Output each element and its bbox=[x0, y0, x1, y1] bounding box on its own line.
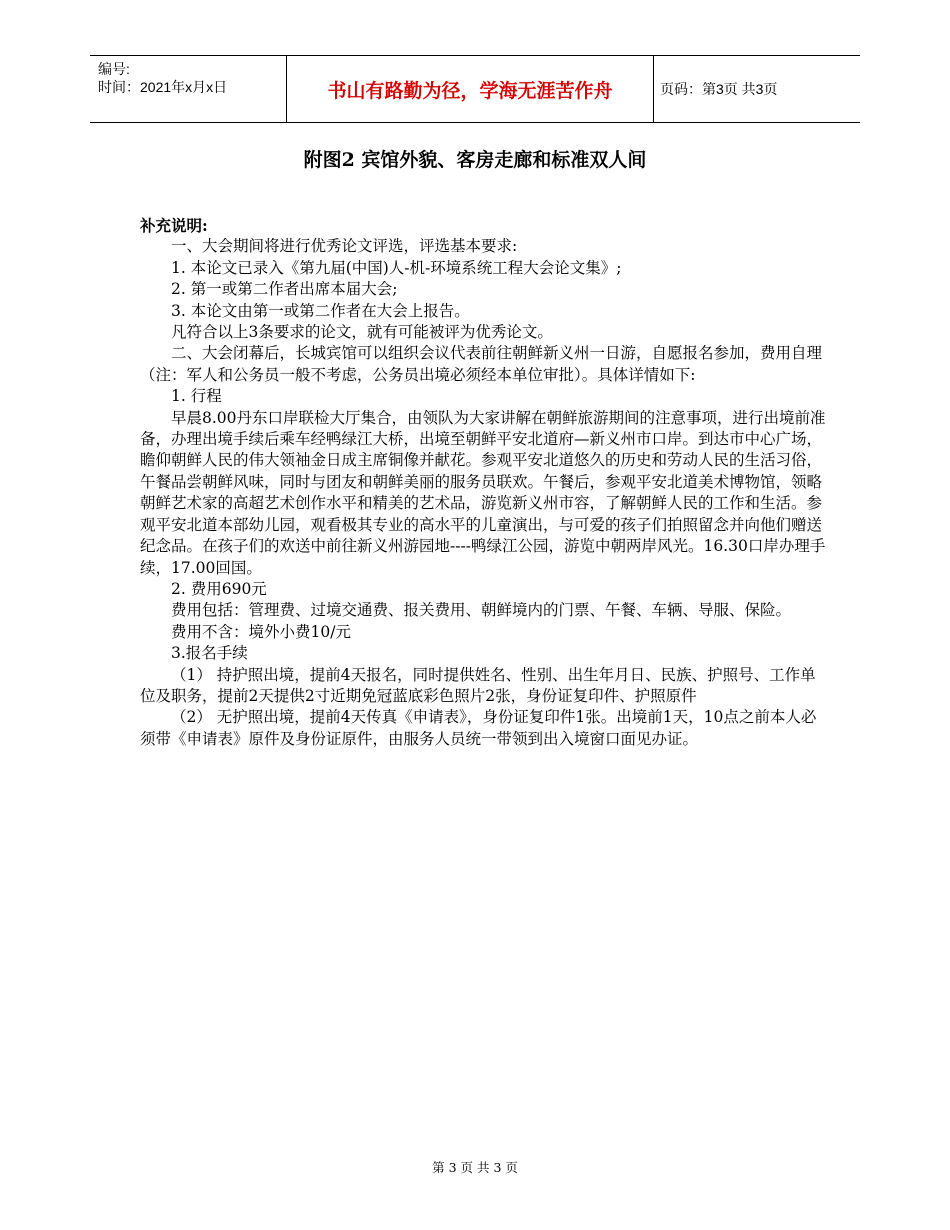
list-item: 3. 本论文由第一或第二作者在大会上报告。 bbox=[171, 301, 470, 320]
header-meta bbox=[98, 60, 227, 96]
paragraph: （1） 持护照出境，提前4天报名，同时提供姓名、性别、出生年月日、民族、护照号、工作单位及职务，提前2天提供2寸近期免冠蓝底彩色照片2张，身份证复印件、护照原件 bbox=[140, 665, 816, 705]
paragraph: 费用不含：境外小费10/元 bbox=[171, 622, 351, 641]
time-label: 时间：2021年x月x日 bbox=[98, 79, 228, 95]
paragraph: 凡符合以上3条要求的论文，就有可能被评为优秀论文。 bbox=[171, 323, 553, 342]
subheading: 补充说明: bbox=[140, 216, 208, 235]
page-footer: 第 3 页 共 3 页 bbox=[432, 1160, 518, 1175]
list-item: 2. 第一或第二作者出席本届大会; bbox=[171, 280, 398, 299]
section-heading: 2. 费用690元 bbox=[171, 579, 267, 598]
header-page-label: 页码：第3页 共3页 bbox=[660, 81, 778, 97]
section-heading: 1. 行程 bbox=[171, 387, 222, 406]
page-header bbox=[90, 55, 860, 123]
code-label: 编号: bbox=[98, 61, 130, 77]
paragraph: 二、大会闭幕后，长城宾馆可以组织会议代表前往朝鲜新义州一日游，自愿报名参加，费用自理（注：军人和公务员一般不考虑，公务员出境必须经本单位审批）。具体详情如下: bbox=[140, 344, 823, 384]
paragraph: 一、大会期间将进行优秀论文评选，评选基本要求: bbox=[171, 237, 518, 256]
document-body bbox=[140, 215, 830, 750]
paragraph: 早晨8.00丹东口岸联检大厅集合，由领队为大家讲解在朝鲜旅游期间的注意事项，进行出境前准备，办理出境手续后乘车经鸭绿江大桥，出境至朝鲜平安北道府—新义州市口岸。到达市中心广场，瞻仰朝鲜人民的伟大领袖金日成主席铜像并献花。参观平安北道悠久的历史和劳动人民的生活习俗，午餐品尝朝鲜风味，同时与团友和朝鲜美丽的服务员联欢。午餐后，参观平安北道美术博物馆，领略朝鲜艺术家的高超艺术创作水平和精美的艺术品，游览新义州市容，了解朝鲜人民的工作和生活。参观平安北道本部幼儿园，观看极其专业的高水平的儿童演出，与可爱的孩子们拍照留念并向他们赠送纪念品。在孩子们的欢送中前往新义州游园地----鸭绿江公园，游览中朝两岸风光。16.30口岸办理手续，17.00回国。 bbox=[140, 408, 826, 577]
document-title: 附图2 宾馆外貌、客房走廊和标准双人间 bbox=[303, 149, 647, 171]
header-motto: 书山有路勤为径，学海无涯苦作舟 bbox=[286, 56, 654, 122]
list-item: 1. 本论文已录入《第九届(中国)人-机-环境系统工程大会论文集》; bbox=[171, 258, 622, 277]
section-heading: 3.报名手续 bbox=[171, 644, 248, 663]
paragraph: （2） 无护照出境，提前4天传真《申请表》，身份证复印件1张。出境前1天，10点之前本人必须带《申请表》原件及身份证原件，由服务人员统一带领到出入境窗口面见办证。 bbox=[140, 708, 817, 748]
paragraph: 费用包括：管理费、过境交通费、报关费用、朝鲜境内的门票、午餐、车辆、导服、保险。 bbox=[171, 601, 792, 620]
